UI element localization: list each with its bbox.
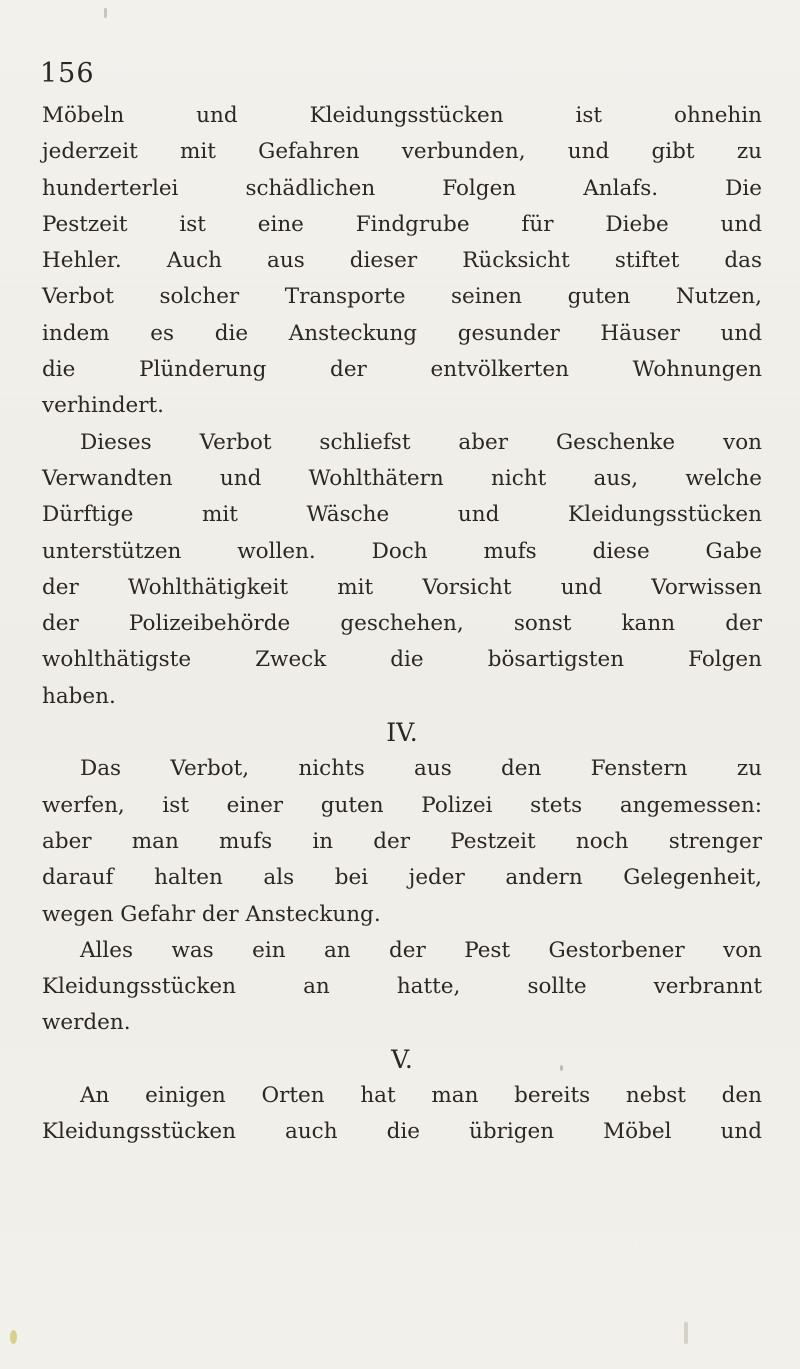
text-line: Verbot solcher Transporte seinen guten Nutzen, bbox=[42, 284, 762, 310]
paper-speck bbox=[10, 1330, 17, 1344]
text-line: Möbeln und Kleidungsstücken ist ohnehin bbox=[42, 103, 762, 128]
section-heading: IV. bbox=[386, 718, 418, 748]
text-line: aber man mufs in der Pestzeit noch strenger bbox=[42, 828, 762, 854]
text-line: An einigen Orten hat man bereits nebst den bbox=[80, 1083, 762, 1109]
text-line: die Plünderung der entvölkerten Wohnungen bbox=[42, 357, 762, 383]
body-text bbox=[42, 98, 762, 1151]
text-line: unterstützen wollen. Doch mufs diese Gabe bbox=[42, 538, 762, 564]
text-line: verhindert. bbox=[42, 393, 164, 419]
paper-speck bbox=[684, 1322, 688, 1344]
text-line: Kleidungsstücken auch die übrigen Möbel und bbox=[42, 1119, 762, 1145]
text-line: Das Verbot, nichts aus den Fenstern zu bbox=[80, 756, 762, 782]
text-line: der Wohlthätigkeit mit Vorsicht und Vorwissen bbox=[42, 574, 762, 600]
text-line: indem es die Ansteckung gesunder Häuser und bbox=[42, 320, 762, 346]
text-line: Verwandten und Wohlthätern nicht aus, welche bbox=[42, 465, 762, 491]
text-line: wohlthätigste Zweck die bösartigsten Folgen bbox=[42, 647, 762, 673]
text-line: Pestzeit ist eine Findgrube für Diebe und bbox=[42, 211, 762, 237]
text-line: hunderterlei schädlichen Folgen Anlafs. Die bbox=[42, 175, 762, 201]
text-line: werden. bbox=[42, 1010, 131, 1036]
text-line: jederzeit mit Gefahren verbunden, und gibt zu bbox=[42, 139, 762, 165]
text-line: werfen, ist einer guten Polizei stets angemessen: bbox=[42, 792, 762, 818]
paper-speck bbox=[104, 8, 107, 18]
text-line: Dürftige mit Wäsche und Kleidungsstücken bbox=[42, 502, 762, 528]
text-line: Alles was ein an der Pest Gestorbener von bbox=[80, 937, 762, 963]
text-line: haben. bbox=[42, 683, 116, 709]
text-line: Dieses Verbot schliefst aber Geschenke von bbox=[80, 429, 762, 455]
text-line: Hehler. Auch aus dieser Rücksicht stiftet das bbox=[42, 248, 762, 274]
section-heading: V. bbox=[391, 1044, 413, 1074]
text-line: der Polizeibehörde geschehen, sonst kann der bbox=[42, 611, 762, 637]
text-line: darauf halten als bei jeder andern Gelegenheit, bbox=[42, 865, 762, 891]
page-number: 156 bbox=[40, 58, 95, 89]
paper-speck bbox=[560, 1065, 563, 1071]
text-line: Kleidungsstücken an hatte, sollte verbrannt bbox=[42, 974, 762, 1000]
text-line: wegen Gefahr der Ansteckung. bbox=[42, 901, 381, 927]
